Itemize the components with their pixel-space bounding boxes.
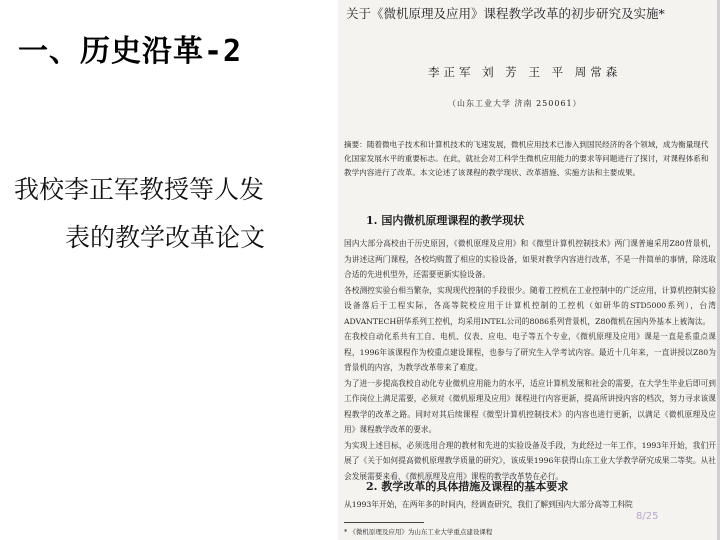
caption-line-1: 我校李正军教授等人发 — [14, 175, 265, 204]
paper-affiliation: （山东工业大学 济南 250061） — [448, 99, 582, 108]
scanned-paper-image — [338, 0, 720, 540]
paper-body — [344, 236, 716, 484]
paper-abstract: 摘要：随着微电子技术和计算机技术的飞速发展，微机应用技术已渗入到国民经济的各个领域，成为衡量现代化国家发展水平的重要标志。在此，就社会对工科学生微机应用能力的要求等问题进行了探讨，对课程体系和教学内容进行了改革。本文论述了该课程的教学现状、改革措施、实施方法和主要成果。 — [344, 140, 709, 177]
paper-paragraph: 为了进一步提高我校自动化专业微机应用能力的水平，适应计算机发展和社会的需要，在大学生毕业后即可到工作岗位上满足需要，必须对《微机原理及应用》课程进行内容更新，提高所讲授内容的档次，努力寻求该课程教学的改革之路。同时对其后续课程《微型计算机控制技术》的内容也进行更新，以满足《微机原理及应用》课程教学改革的要求。 — [344, 378, 716, 434]
paper-tail-line: 从1993年开始，在两年多的时间内，经调查研究，我们了解到国内大部分高等工科院 — [344, 500, 633, 509]
section-heading: 一、历史沿革-2 — [18, 34, 243, 69]
paper-authors: 李正军 刘 芳 王 平 周常森 — [428, 65, 622, 79]
paper-paragraph: 国内大部分高校由于历史原因，《微机原理及应用》和《微型计算机控制技术》两门课普遍采用Z80背景机，为讲述这两门课程，各校均购置了相应的实验设备，如果对教学内容进行改革，不是一件简单的事情，除选取合适的先进机型外，还需要更新实验设备。 — [344, 239, 716, 279]
paper-paragraph: 为实现上述目标，必须选用合理的教材和先进的实验设备及手段，为此经过一年工作，1993年开始，我们开展了《关于如何提高微机原理教学质量的研究》，该成果1996年获得山东工业大学教学研究成果二等奖。从社会发展需要来看，《微机原理及应用》课程的教学改革势在必行。 — [344, 440, 716, 481]
paper-section-heading-2: 2. 教学改革的具体措施及课程的基本要求 — [366, 480, 569, 493]
page-number: 8/25 — [636, 511, 659, 522]
slide-text-panel — [0, 0, 330, 540]
paper-paragraph: 各校测控实验台相当繁杂，实现现代控制的手段很少。随着工控机在工业控制中的广泛应用，计算机控制实验设备落后于工程实际，各高等院校应用于计算机控制的工控机（如研华的STD5000系列），台湾ADVANTECH研华系列工控机，均采用INTEL公司的8086系列背景机，Z80微机在国内外基本上被淘汰。 — [344, 285, 716, 326]
footnote-divider — [344, 522, 424, 523]
caption-line-2: 表的教学改革论文 — [64, 223, 265, 252]
paper-section-heading-1: 1. 国内微机原理课程的教学现状 — [366, 214, 525, 227]
paper-paragraph: 在我校自动化系共有工自、电机、仪表、应电、电子等五个专业，《微机原理及应用》课是一直是系重点课程，1996年该课程作为校重点建设课程，也参与了研究生入学考试内容。最近十几年来，一直讲授以Z80为背景机的内容，为教学改革带来了难度。 — [344, 332, 716, 372]
paper-title: 关于《微机原理及应用》课程教学改革的初步研究及实施* — [346, 6, 665, 21]
paper-footnote: * 《微机原理及应用》为山东工业大学重点建设课程 — [344, 528, 493, 536]
